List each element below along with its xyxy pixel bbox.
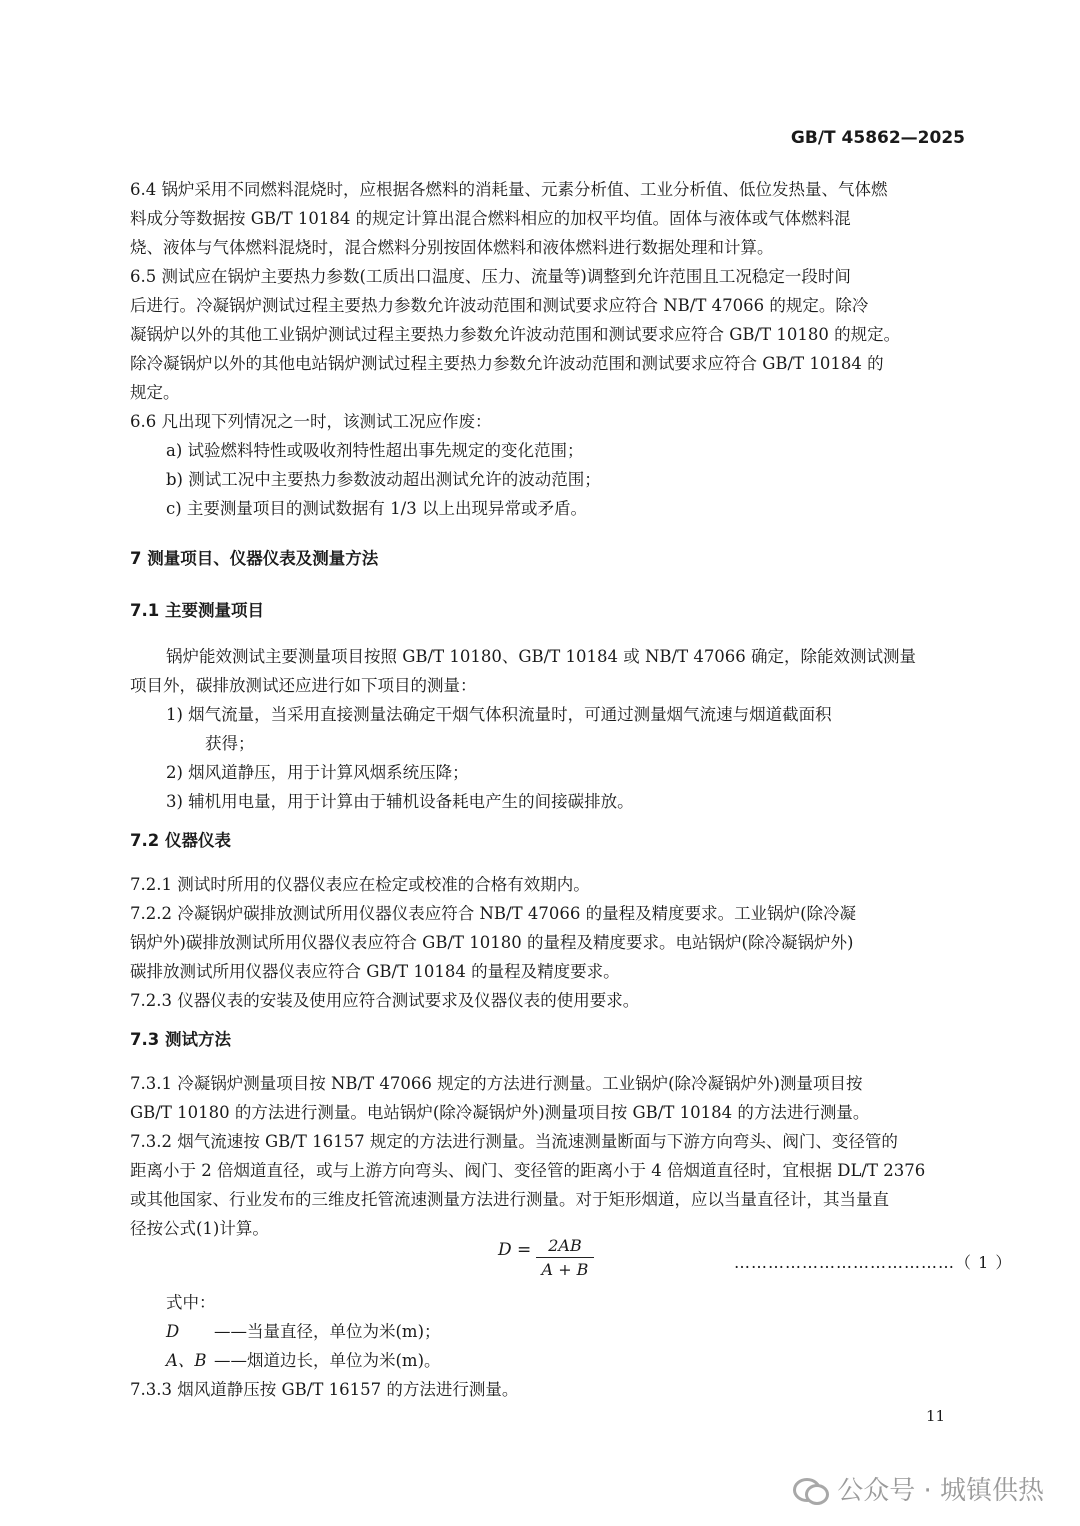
watermark-text: 公众号 · 城镇供热: [837, 1476, 1044, 1506]
clause-7-2-2-line-3: 碳排放测试所用仪器仪表应符合 GB/T 10184 的量程及精度要求。: [130, 962, 620, 981]
symbol-d-desc: ——当量直径，单位为米(m)；: [214, 1322, 441, 1341]
symbol-ab-desc: ——烟道边长，单位为米(m)。: [214, 1351, 441, 1370]
clause-6-5-line-3: 凝锅炉以外的其他工业锅炉测试过程主要热力参数允许波动范围和测试要求应符合 GB/T 10180 的规定。: [130, 325, 901, 344]
clause-7-1-line-2: 项目外，碳排放测试还应进行如下项目的测量：: [130, 676, 477, 695]
fraction-bar: [536, 1257, 594, 1258]
clause-6-6-item-a: a) 试验燃料特性或吸收剂特性超出事先规定的变化范围；: [166, 441, 584, 460]
clause-7-2-2-line-2: 锅炉外)碳排放测试所用仪器仪表应符合 GB/T 10180 的量程及精度要求。电站锅炉(除冷凝锅炉外): [130, 933, 854, 952]
clause-7-1-item-1: 1) 烟气流量，当采用直接测量法确定干烟气体积流量时，可通过测量烟气流速与烟道截面积: [166, 705, 832, 724]
clause-7-3-3: 7.3.3 烟风道静压按 GB/T 16157 的方法进行测量。: [130, 1380, 519, 1399]
section-7-1-heading: 7.1 主要测量项目: [130, 601, 264, 620]
section-7-3-heading: 7.3 测试方法: [130, 1030, 231, 1049]
clause-6-5-line-4: 除冷凝锅炉以外的其他电站锅炉测试过程主要热力参数允许波动范围和测试要求应符合 GB/T 10184 的: [130, 354, 884, 373]
clause-7-1-item-3: 3) 辅机用电量，用于计算由于辅机设备耗电产生的间接碳排放。: [166, 792, 634, 811]
clause-7-1-item-1-cont: 获得；: [205, 734, 255, 753]
formula-numerator: 2AB: [548, 1236, 582, 1255]
equation-number: …………………………………（ 1 ）: [734, 1253, 1013, 1272]
symbol-ab: A、B: [166, 1351, 207, 1370]
formula-lhs: D =: [498, 1240, 532, 1260]
clause-7-3-2-line-3: 或其他国家、行业发布的三维皮托管流速测量方法进行测量。对于矩形烟道，应以当量直径计，其当量直: [130, 1190, 889, 1209]
formula-fraction: [536, 1236, 594, 1279]
clause-7-1-item-2: 2) 烟风道静压，用于计算风烟系统压降；: [166, 763, 469, 782]
clause-6-6-item-b: b) 测试工况中主要热力参数波动超出测试允许的波动范围；: [166, 470, 601, 489]
wechat-icon: [793, 1475, 827, 1503]
where-label: 式中：: [166, 1293, 216, 1312]
clause-7-2-3: 7.2.3 仪器仪表的安装及使用应符合测试要求及仪器仪表的使用要求。: [130, 991, 640, 1010]
clause-7-3-1-line-2: GB/T 10180 的方法进行测量。电站锅炉(除冷凝锅炉外)测量项目按 GB/T 10184 的方法进行测量。: [130, 1103, 870, 1122]
clause-6-6-line-1: 6.6 凡出现下列情况之一时，该测试工况应作废：: [130, 412, 492, 431]
symbol-d: D: [166, 1322, 180, 1341]
section-7-2-heading: 7.2 仪器仪表: [130, 831, 231, 850]
clause-7-3-1-line-1: 7.3.1 冷凝锅炉测量项目按 NB/T 47066 规定的方法进行测量。工业锅炉(除冷凝锅炉外)测量项目按: [130, 1074, 863, 1093]
standard-number-header: GB/T 45862—2025: [790, 128, 965, 148]
clause-7-1-line-1: 锅炉能效测试主要测量项目按照 GB/T 10180、GB/T 10184 或 NB/T 47066 确定，除能效测试测量: [166, 647, 917, 666]
watermark: [793, 1470, 1044, 1507]
page-number: 11: [926, 1407, 946, 1425]
clause-7-3-2-line-1: 7.3.2 烟气流速按 GB/T 16157 规定的方法进行测量。当流速测量断面与下游方向弯头、阀门、变径管的: [130, 1132, 898, 1151]
clause-6-5-line-5: 规定。: [130, 383, 180, 402]
clause-7-3-2-line-2: 距离小于 2 倍烟道直径，或与上游方向弯头、阀门、变径管的距离小于 4 倍烟道直径时，宜根据 DL/T 2376: [130, 1161, 926, 1180]
clause-7-2-2-line-1: 7.2.2 冷凝锅炉碳排放测试所用仪器仪表应符合 NB/T 47066 的量程及精度要求。工业锅炉(除冷凝: [130, 904, 857, 923]
clause-6-4-line-2: 料成分等数据按 GB/T 10184 的规定计算出混合燃料相应的加权平均值。固体与液体或气体燃料混: [130, 209, 851, 228]
clause-6-4-line-1: 6.4 锅炉采用不同燃料混烧时，应根据各燃料的消耗量、元素分析值、工业分析值、低位发热量、气体燃: [130, 180, 888, 199]
clause-6-6-item-c: c) 主要测量项目的测试数据有 1/3 以上出现异常或矛盾。: [166, 499, 587, 518]
clause-6-4-line-3: 烧、液体与气体燃料混烧时，混合燃料分别按固体燃料和液体燃料进行数据处理和计算。: [130, 238, 774, 257]
clause-6-5-line-1: 6.5 测试应在锅炉主要热力参数(工质出口温度、压力、流量等)调整到允许范围且工况稳定一段时间: [130, 267, 851, 286]
clause-6-5-line-2: 后进行。冷凝锅炉测试过程主要热力参数允许波动范围和测试要求应符合 NB/T 47066 的规定。除冷: [130, 296, 869, 315]
clause-7-2-1: 7.2.1 测试时所用的仪器仪表应在检定或校准的合格有效期内。: [130, 875, 590, 894]
section-7-heading: 7 测量项目、仪器仪表及测量方法: [130, 549, 379, 568]
clause-7-3-2-line-4: 径按公式(1)计算。: [130, 1219, 269, 1238]
formula-denominator: A + B: [541, 1260, 589, 1279]
